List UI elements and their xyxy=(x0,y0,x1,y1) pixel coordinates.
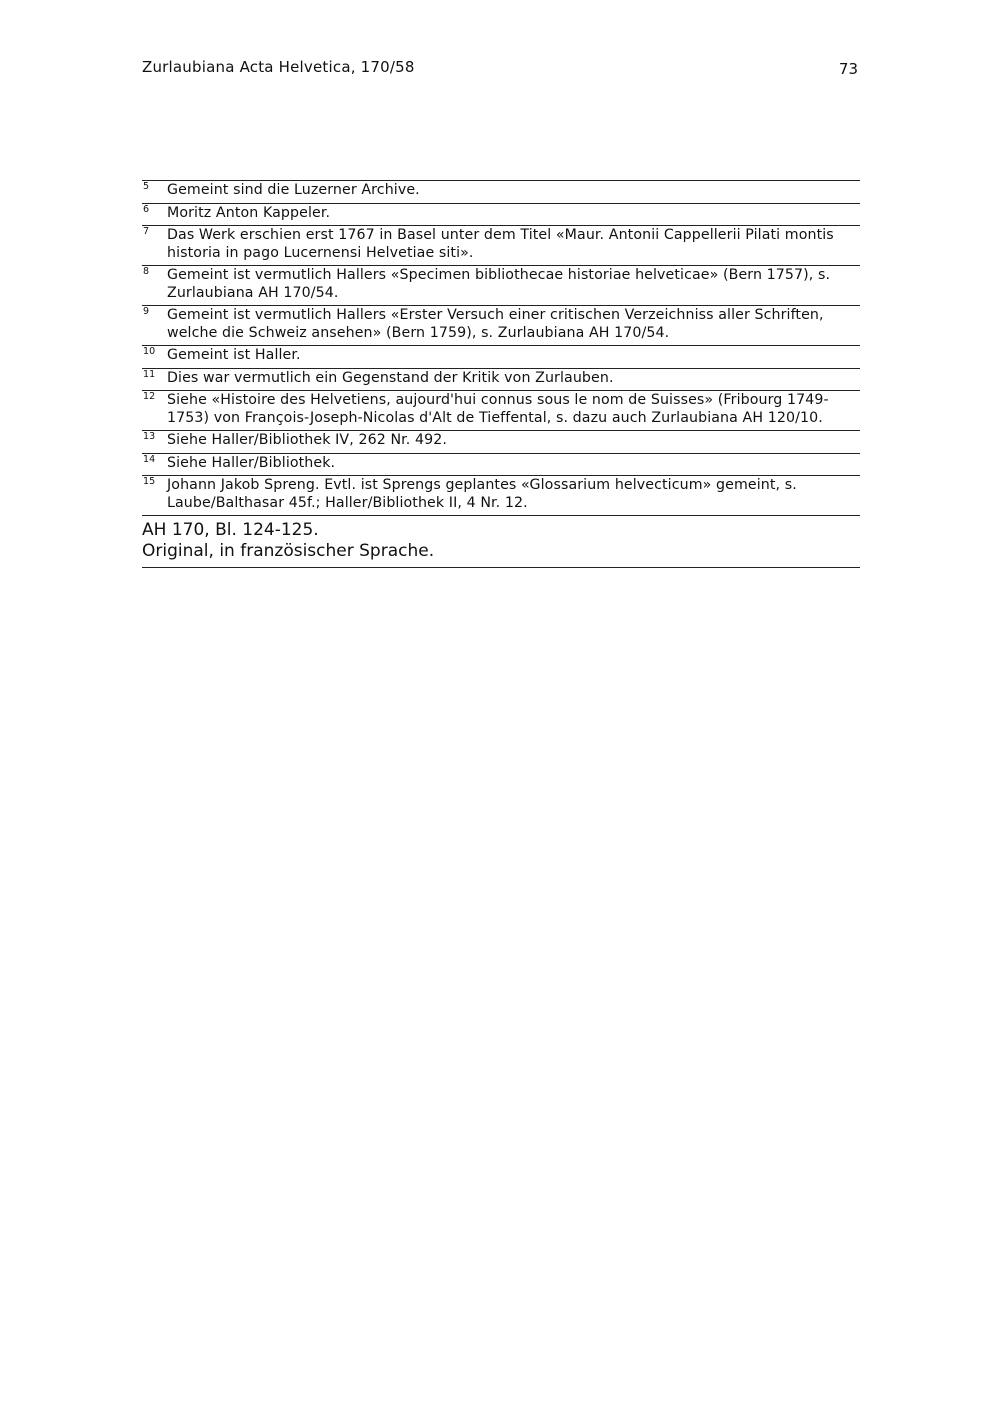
footnote-10 xyxy=(142,345,860,368)
footnote-mark: 5 xyxy=(143,181,150,192)
footnote-7 xyxy=(142,225,860,265)
footnote-text: Johann Jakob Spreng. Evtl. ist Sprengs geplantes «Glossarium helvecticum» gemeint, s. Laube/Balthasar 45f.; Haller/Bibliothek II, 4 Nr. 12. xyxy=(167,477,797,511)
footnote-mark: 15 xyxy=(143,476,156,487)
footnote-mark: 10 xyxy=(143,346,156,357)
footnote-mark: 9 xyxy=(143,306,150,317)
footnote-text: Gemeint ist vermutlich Hallers «Erster Versuch einer critischen Verzeichniss aller Schriften, welche die Schweiz ansehen» (Bern 1759), s. Zurlaubiana AH 170/54. xyxy=(167,307,824,341)
footnote-mark: 14 xyxy=(143,453,156,465)
footnote-14 xyxy=(142,453,860,476)
page-number: 73 xyxy=(838,60,858,78)
footnote-text: Gemeint sind die Luzerner Archive. xyxy=(167,182,420,198)
source-language: Original, in französischer Sprache. xyxy=(142,541,435,561)
page-header xyxy=(142,58,858,84)
footnote-15 xyxy=(142,475,860,515)
footnote-text: Siehe «Histoire des Helvetiens, aujourd'hui connus sous le nom de Suisses» (Fribourg 1749-1753) von François-Joseph-Nicolas d'Alt de Tieffental, s. dazu auch Zurlaubiana AH 120/10. xyxy=(167,392,829,426)
footnote-text: Das Werk erschien erst 1767 in Basel unter dem Titel «Maur. Antonii Cappellerii Pilati montis historia in pago Lucernensi Helvetiae siti». xyxy=(167,227,834,261)
footnotes-section xyxy=(142,180,860,568)
footnote-11 xyxy=(142,368,860,391)
running-title: Zurlaubiana Acta Helvetica, 170/58 xyxy=(142,58,415,76)
footnote-text: Moritz Anton Kappeler. xyxy=(167,204,331,221)
footnote-text: Gemeint ist vermutlich Hallers «Specimen bibliothecae historiae helveticae» (Bern 1757), s. Zurlaubiana AH 170/54. xyxy=(167,267,831,301)
footnote-mark: 8 xyxy=(143,266,150,277)
source-reference: AH 170, Bl. 124-125. xyxy=(142,520,319,540)
footnote-12 xyxy=(142,390,860,430)
footnote-text: Gemeint ist Haller. xyxy=(167,347,301,363)
source-note xyxy=(142,515,860,568)
footnote-mark: 13 xyxy=(143,431,156,442)
footnote-text: Siehe Haller/Bibliothek IV, 262 Nr. 492. xyxy=(167,432,447,448)
footnote-text: Siehe Haller/Bibliothek. xyxy=(167,454,336,471)
footnote-text: Dies war vermutlich ein Gegenstand der Kritik von Zurlauben. xyxy=(167,369,614,386)
footnote-8 xyxy=(142,265,860,305)
footnote-5 xyxy=(142,180,860,203)
footnote-13 xyxy=(142,430,860,453)
footnote-mark: 7 xyxy=(143,226,150,237)
footnote-9 xyxy=(142,305,860,345)
footnote-mark: 11 xyxy=(143,368,156,380)
footnote-mark: 6 xyxy=(143,203,150,215)
footnote-6 xyxy=(142,203,860,226)
footnote-mark: 12 xyxy=(143,391,156,402)
